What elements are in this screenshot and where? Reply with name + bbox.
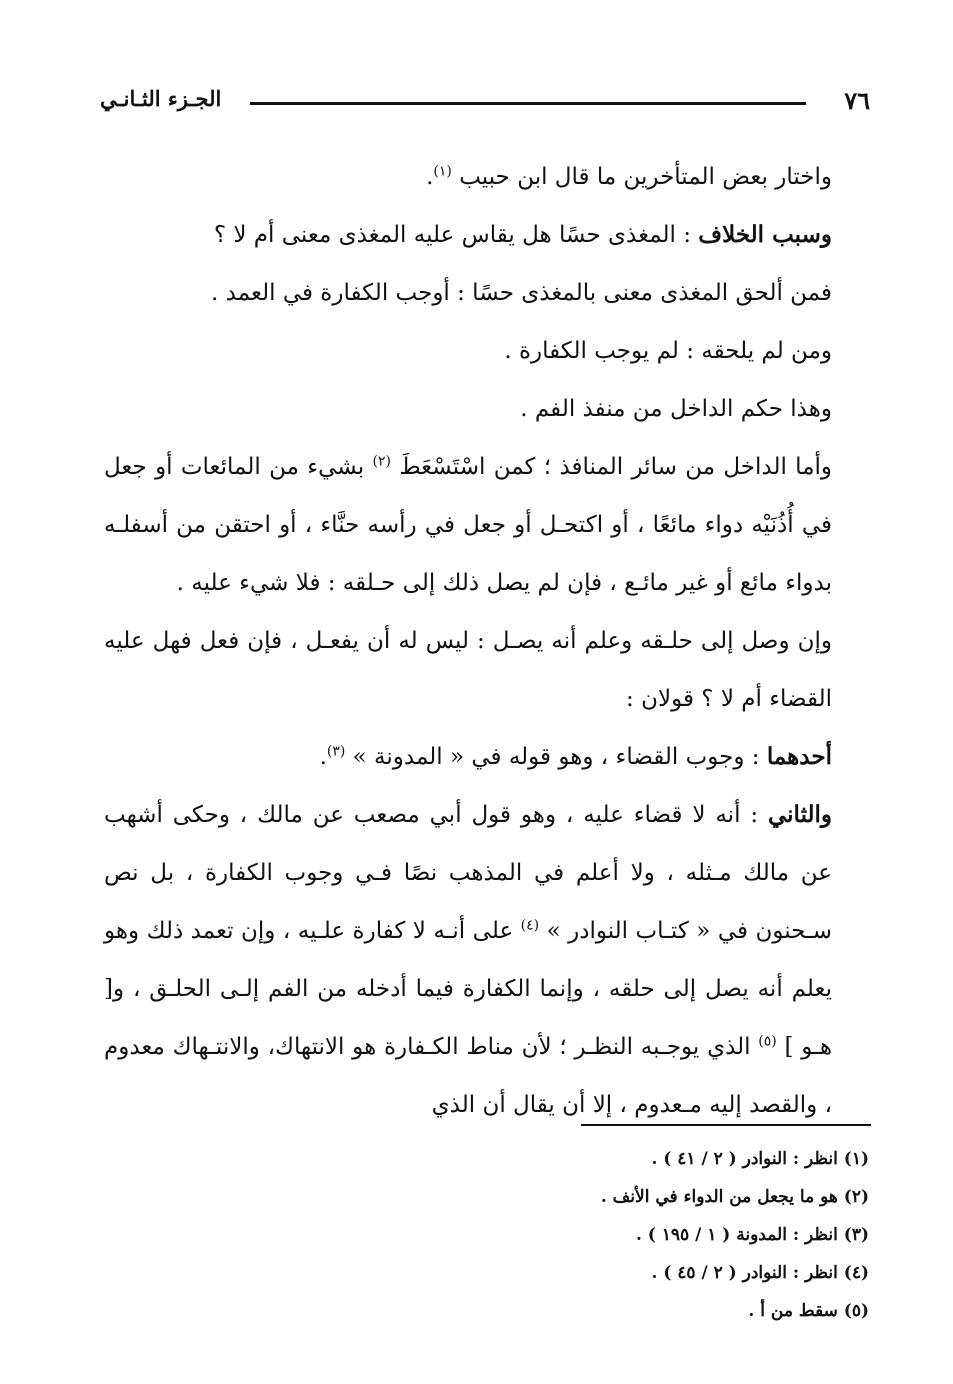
paragraph bbox=[104, 264, 874, 322]
text-run: على أنـه لا كفارة علـيه ، وإن تعمد ذلك وهو يعلم أنه يصل إلى حلقه ، وإنما الكفارة فيما أدخله من الفم إلـى الحلـق ، و[ هـو ] bbox=[104, 918, 832, 1060]
text-run: وإن وصل إلى حلـقه وعلم أنه يصـل : ليس له أن يفعـل ، فإن فعل فهل عليه القضاء أم لا ؟ قولان : bbox=[104, 628, 832, 712]
paragraph bbox=[104, 380, 874, 438]
bold-term: والثاني bbox=[767, 801, 833, 828]
paragraph bbox=[104, 728, 874, 786]
text-run: الذي يوجـبه النظـر ؛ لأن مناط الكـفارة هو الانتهاك، والانتـهاك معدوم ، والقصد إليه مـعدوم ، إلا أن يقال أن الذي bbox=[104, 1034, 832, 1118]
text-run: وهذا حكم الداخل من منفذ الفم . bbox=[520, 396, 832, 422]
paragraph bbox=[104, 438, 874, 612]
footnote-rule bbox=[581, 1124, 871, 1126]
page-number: ٧٦ bbox=[844, 86, 870, 115]
bold-term: أحدهما bbox=[766, 743, 832, 770]
footnote-ref: (٢) bbox=[372, 453, 391, 470]
footnotes bbox=[169, 1140, 869, 1330]
text-run: . bbox=[426, 164, 434, 190]
text-run: : وجوب القضاء ، وهو قوله في « المدونة » bbox=[352, 744, 760, 770]
paragraph bbox=[104, 612, 874, 728]
text-run: وأما الداخل من سائر المنافذ ؛ كمن اسْتَسْعَطَ bbox=[399, 454, 833, 480]
text-run: : المغذى حسًا هل يقاس عليه المغذى معنى أم لا ؟ bbox=[213, 222, 691, 248]
footnote-ref: (٤) bbox=[520, 917, 540, 934]
footnote: (٤) انظر : النوادر ( ٢ / ٤٥ ) . bbox=[651, 1263, 869, 1283]
footnote-ref: (٣) bbox=[326, 743, 346, 760]
footnote-ref: (١) bbox=[433, 163, 452, 180]
paragraph bbox=[104, 148, 874, 206]
paragraph bbox=[104, 786, 874, 1134]
text-run: واختار بعض المتأخرين ما قال ابن حبيب bbox=[459, 164, 832, 190]
text-run: : أنه لا قضاء عليه ، وهو قول أبي مصعب عن مالك ، وحكى أشهب عن مالك مـثله ، ولا أعلم في المذهب نصًا فـي وجوب الكفارة ، بل نص سـحنون في « كتـاب النوادر » bbox=[104, 802, 833, 944]
text-run: فمن ألحق المغذى معنى بالمغذى حسًا : أوجب الكفارة في العمد . bbox=[211, 280, 832, 306]
bold-term: وسبب الخلاف bbox=[698, 221, 832, 248]
header-rule bbox=[250, 102, 806, 105]
page-header bbox=[100, 82, 870, 122]
paragraph bbox=[104, 206, 874, 264]
running-title: الجـزء الثـانـي bbox=[100, 86, 222, 111]
footnote: (٣) انظر : المدونة ( ١ / ١٩٥ ) . bbox=[635, 1225, 869, 1245]
main-text bbox=[104, 148, 874, 1134]
text-run: . bbox=[319, 744, 327, 770]
footnote: (١) انظر : النوادر ( ٢ / ٤١ ) . bbox=[651, 1149, 869, 1169]
text-run: ومن لم يلحقه : لم يوجب الكفارة . bbox=[504, 338, 832, 364]
text-run: بشيء من المائعات أو جعل في أُذُنَيْه دواء مائعًا ، أو اكتحـل أو جعل في رأسه حنَّاء ، أو احتقن من أسفلـه بدواء مائع أو غير مائـع ، فإن لم يصل ذلك إلى حـلقه : فلا شيء عليه . bbox=[104, 454, 832, 596]
paragraph bbox=[104, 322, 874, 380]
footnote: (٥) سقط من أ . bbox=[748, 1301, 869, 1321]
footnote-ref: (٥) bbox=[758, 1033, 777, 1050]
footnote: (٢) هو ما يجعل من الدواء في الأنف . bbox=[600, 1187, 869, 1207]
